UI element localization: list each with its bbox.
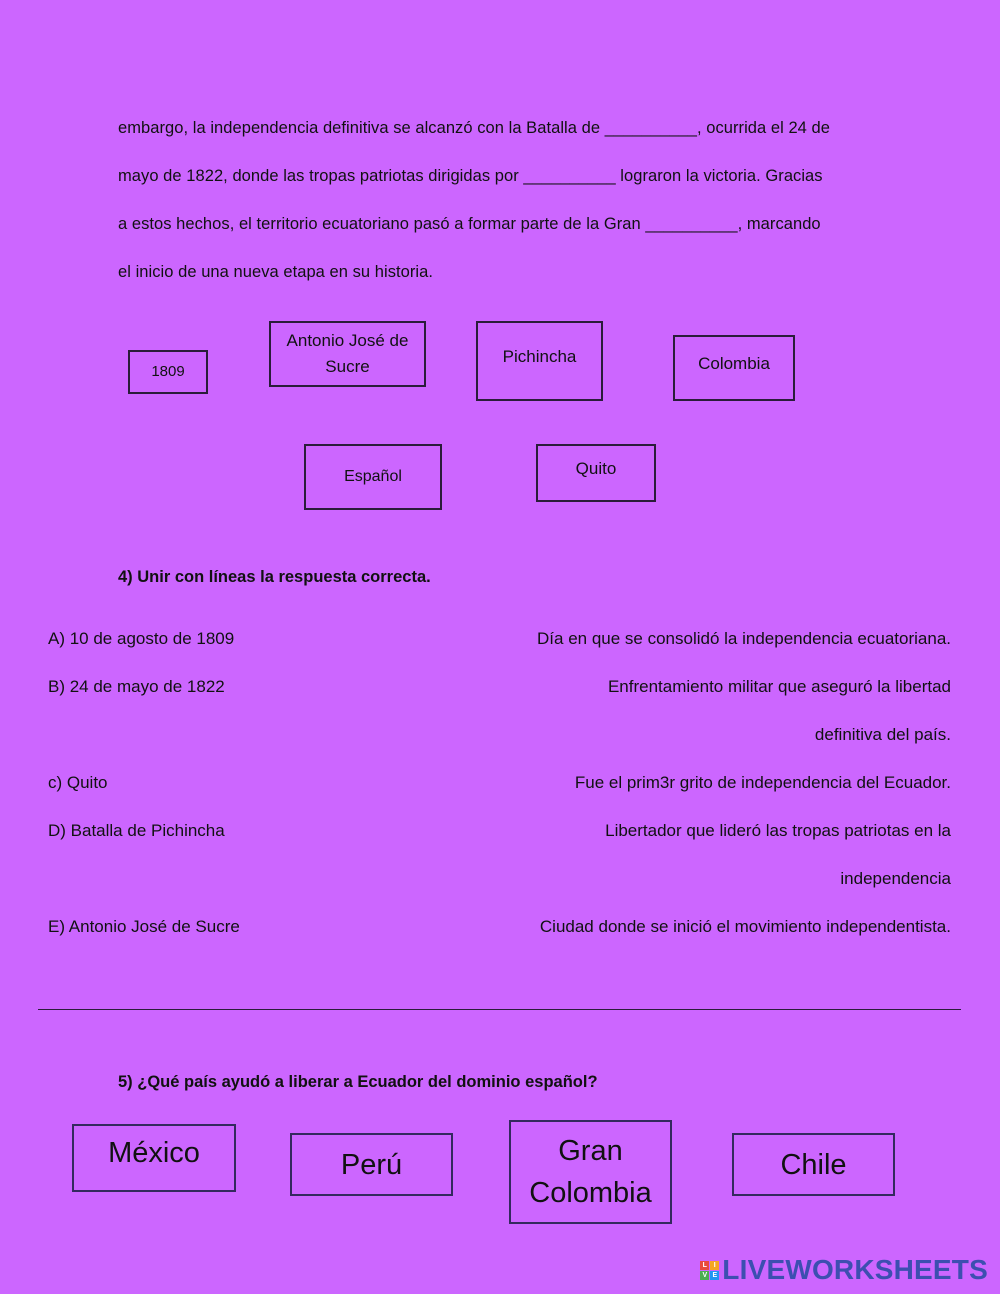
- section-divider: [38, 1009, 961, 1010]
- paragraph-line-4: el inicio de una nueva etapa en su historia.: [118, 263, 433, 281]
- word-label: Español: [344, 468, 402, 485]
- logo-badge-letter: E: [710, 1271, 719, 1280]
- paragraph-line-3: a estos hechos, el territorio ecuatoriano pasó a formar parte de la Gran __________, marcando: [118, 215, 821, 233]
- match-right-4[interactable]: Libertador que lideró las tropas patriotas en la: [605, 821, 951, 840]
- answer-option-chile[interactable]: [732, 1133, 895, 1196]
- word-option-sucre[interactable]: [269, 321, 426, 387]
- answer-label: México: [108, 1137, 200, 1169]
- match-right-5[interactable]: Ciudad donde se inició el movimiento independentista.: [539, 917, 951, 936]
- paragraph-line-1: embargo, la independencia definitiva se alcanzó con la Batalla de __________, ocurrida el 24 de: [118, 119, 831, 137]
- answer-option-peru[interactable]: [290, 1133, 453, 1196]
- answer-label-line-1: Gran: [558, 1135, 623, 1167]
- match-right-3[interactable]: Fue el prim3r grito de independencia del Ecuador.: [574, 773, 951, 792]
- match-right-1[interactable]: Día en que se consolidó la independencia ecuatoriana.: [537, 629, 951, 648]
- logo-badge-icon: [700, 1261, 719, 1280]
- paragraph-line-2: mayo de 1822, donde las tropas patriotas dirigidas por __________ lograron la victoria. Gracias: [118, 167, 823, 185]
- logo-badge-letter: L: [700, 1261, 709, 1270]
- word-label: Colombia: [698, 354, 770, 373]
- logo-badge-letter: I: [710, 1261, 719, 1270]
- match-left-d[interactable]: D) Batalla de Pichincha: [48, 821, 225, 840]
- word-option-colombia[interactable]: [673, 335, 795, 401]
- word-label: Quito: [575, 459, 617, 478]
- word-option-espanol[interactable]: [304, 444, 442, 510]
- match-left-a[interactable]: A) 10 de agosto de 1809: [48, 629, 235, 648]
- word-label: Pichincha: [502, 347, 577, 366]
- match-left-c[interactable]: c) Quito: [48, 773, 108, 792]
- answer-label: Perú: [340, 1148, 403, 1181]
- answer-label: Chile: [780, 1148, 847, 1181]
- question-4-title: 4) Unir con líneas la respuesta correcta.: [118, 568, 431, 586]
- logo-text: LIVEWORKSHEETS: [722, 1254, 988, 1285]
- word-label: 1809: [151, 363, 185, 380]
- answer-option-mexico[interactable]: [72, 1124, 236, 1192]
- liveworksheets-logo: [700, 1254, 988, 1286]
- answer-option-gran-colombia[interactable]: [509, 1120, 672, 1224]
- answer-label-line-2: Colombia: [529, 1177, 652, 1209]
- match-right-2-cont: definitiva del país.: [814, 725, 951, 744]
- question-5-title: 5) ¿Qué país ayudó a liberar a Ecuador del dominio español?: [118, 1073, 598, 1091]
- word-label-line-1: Antonio José de: [286, 331, 409, 350]
- match-right-4-cont: independencia: [840, 869, 951, 888]
- word-option-1809[interactable]: [128, 350, 208, 394]
- word-label-line-2: Sucre: [325, 357, 370, 376]
- word-option-pichincha[interactable]: [476, 321, 603, 401]
- word-option-quito[interactable]: [536, 444, 656, 502]
- match-left-b[interactable]: B) 24 de mayo de 1822: [48, 677, 225, 696]
- logo-badge-letter: V: [700, 1271, 709, 1280]
- match-right-2[interactable]: Enfrentamiento militar que aseguró la libertad: [607, 677, 951, 696]
- match-left-e[interactable]: E) Antonio José de Sucre: [48, 917, 240, 936]
